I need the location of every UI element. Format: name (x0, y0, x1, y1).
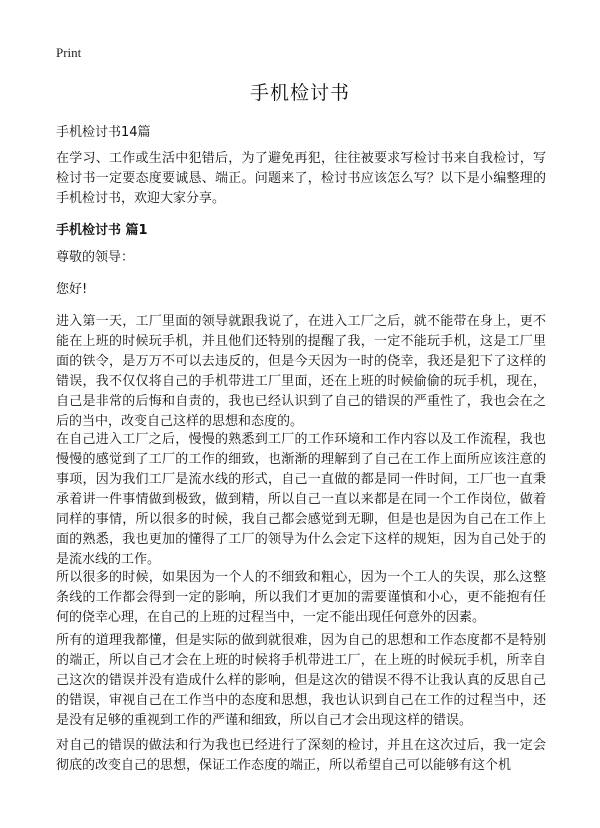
document-subtitle: 手机检讨书14篇 (56, 125, 151, 140)
print-link[interactable]: Print (56, 45, 82, 60)
body-paragraph: 所有的道理我都懂，但是实际的做到就很难，因为自己的思想和工作态度都不是特别的端正，所以自己才会在上班的时候将手机带进工厂，在上班的时候玩手机，所幸自己这次的错误并没有造成什么样的影响，但是这次的错误不得不让我认真的反思自己的错误，审视自己在工作当中的态度和思想，我也认识到自己在工作的过程当中，还是没有足够的重视到工作的严谨和细致，所以自己才会出现这样的错误。 (56, 633, 546, 728)
body-paragraph: 对自己的错误的做法和行为我也已经进行了深刻的检讨，并且在这次过后，我一定会彻底的改变自己的思想，保证工作态度的端正，所以希望自己可以能够有这个机 (56, 738, 546, 773)
intro-paragraph: 在学习、工作或生活中犯错后，为了避免再犯，往往被要求写检讨书来自我检讨，写检讨书一定要态度要诚恳、端正。问题来了，检讨书应该怎么写？以下是小编整理的手机检讨书，欢迎大家分享。 (56, 151, 546, 206)
body-paragraph: 进入第一天，工厂里面的领导就跟我说了，在进入工厂之后，就不能带在身上，更不能在上班的时候玩手机，并且他们还特别的提醒了我，一定不能玩手机，这是工厂里面的铁令，是万万不可以去违反的，但是今天因为一时的侥幸，我还是犯下了这样的错误，我不仅仅将自己的手机带进工厂里面，还在上班的时候偷偷的玩手机，现在，自己是非常的后悔和自责的，我也已经认识到了自己的错误的严重性了，我也会在之后的当中，改变自己这样的思想和态度的。 (56, 314, 546, 429)
body-paragraph: 所以很多的时候，如果因为一个人的不细致和粗心，因为一个工人的失误，那么这整条线的工作都会得到一定的影响，所以我们才更加的需要谨慎和小心，更不能抱有任何的侥幸心理，在自己的上班的过程当中，一定不能出现任何意外的因素。 (56, 570, 546, 625)
body-paragraph: 在自己进入工厂之后，慢慢的熟悉到工厂的工作环境和工作内容以及工作流程，我也慢慢的感觉到了工厂的工作的细致，也渐渐的理解到了自己在工作上面所应该注意的事项，因为我们工厂是流水线的形式，自己一直做的都是同一件时间，工厂也一直秉承着讲一件事情做到极致，做到精，所以自己一直以来都是在同一个工作岗位，做着同样的事情，所以很多的时候，我自己都会感觉到无聊，但是也是因为自己在工作上面的熟悉，我也更加的懂得了工厂的领导为什么会定下这样的规矩，因为自己处于的是流水线的工作。 (56, 432, 546, 567)
section-heading: 手机检讨书 篇1 (56, 223, 148, 238)
greeting: 您好! (56, 282, 88, 297)
salutation: 尊敬的领导： (56, 250, 135, 265)
document-title: 手机检讨书 (249, 82, 350, 104)
